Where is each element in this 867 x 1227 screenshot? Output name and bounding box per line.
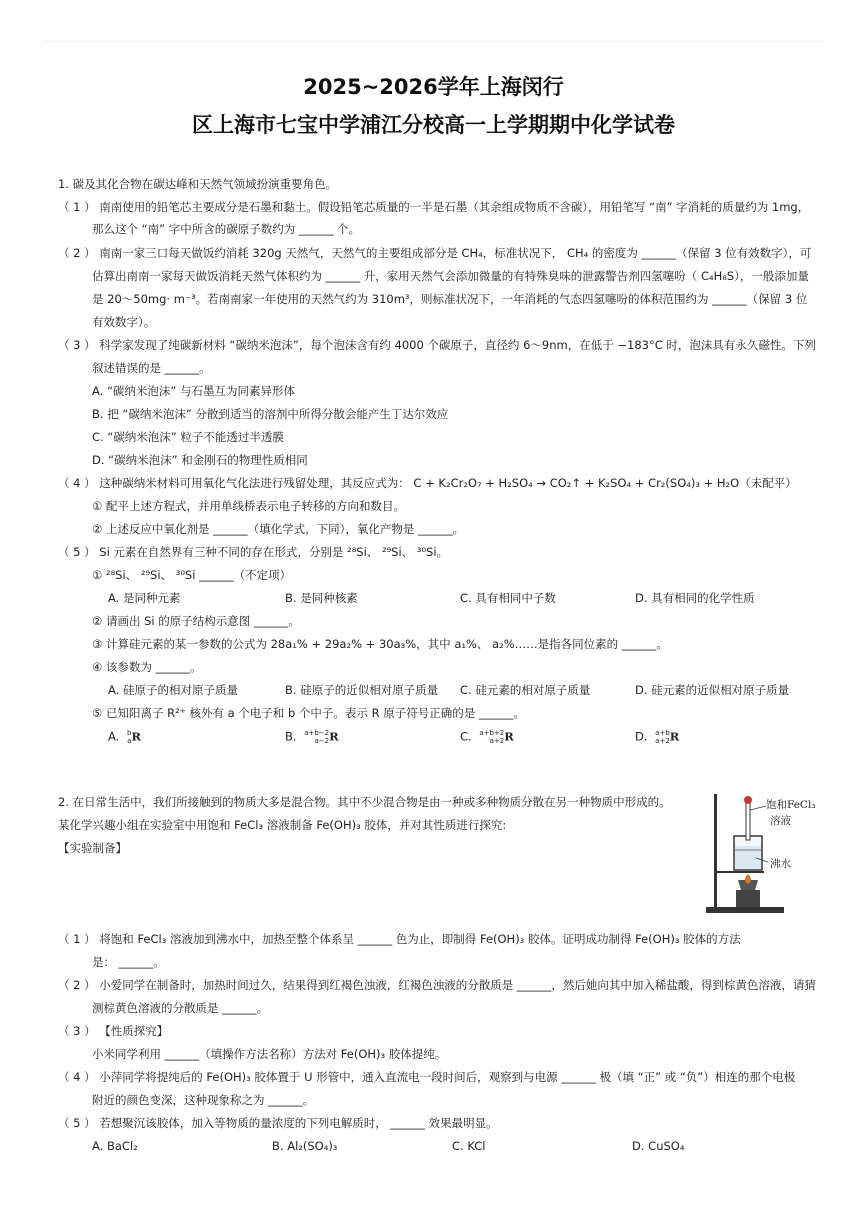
option-letter: C. — [460, 729, 472, 744]
q1-part5-item3: ③ 计算硅元素的某一参数的公式为 28a₁% + 29a₂% + 30a₃%，其中 a₁%、 a₂%……是指各同位素的 ______。 — [92, 637, 668, 651]
q1-part2-line2: 估算出南南一家每天做饭消耗天然气体积约为 ______ 升，家用天然气会添加微量的有特殊臭味的泄露警告剂四氢噻吩（ C₄H₈S），一般添加量 — [92, 269, 809, 283]
nuclide-option-a — [108, 729, 141, 745]
lamp-body — [736, 890, 760, 907]
q1-part3-option-d: D. “碳纳米泡沫” 和金刚石的物理性质相同 — [92, 453, 308, 467]
atomic-number: a−2 — [314, 737, 330, 745]
stand-rod — [714, 794, 717, 908]
q2-part5-option-d: D. CuSO₄ — [632, 1139, 685, 1153]
q1-part3-line2: 叙述错误的是 ______。 — [92, 361, 211, 375]
q1-part5-item4-option-c: C. 硅元素的相对原子质量 — [460, 683, 591, 697]
page-title-line-1: 2025~2026学年上海闵行 — [303, 75, 564, 99]
q1-part5-item1-option-a: A. 是同种元素 — [108, 591, 181, 605]
nuclide-option-c — [460, 729, 514, 745]
q1-part5-item5: ⑤ 已知阳离子 R²⁺ 核外有 a 个电子和 b 个中子。表示 R 原子符号正确的是 ______。 — [92, 706, 525, 720]
q1-part2-line3: 是 20～50mg· m⁻³。若南南家一年使用的天然气约为 310m³，则标准状况下，一年消耗的气态四氢噻吩的体积范围约为 ______（保留 3 位 — [92, 292, 808, 306]
page-title-line-2: 区上海市七宝中学浦江分校高一上学期期中化学试卷 — [192, 113, 675, 137]
q1-part5-item1-option-d: D. 具有相同的化学性质 — [635, 591, 755, 605]
q2-part5-option-c: C. KCl — [452, 1139, 486, 1153]
q1-part4-item1: ① 配平上述方程式，并用单线桥表示电子转移的方向和数目。 — [92, 499, 405, 513]
q2-section-experiment: 【实验制备】 — [58, 841, 127, 855]
q1-part5-item1-option-b: B. 是同种核素 — [285, 591, 358, 605]
q1-part4-equation: （ 4 ） 这种碳纳米材料可用氧化气化法进行残留处理，其反应式为： C + K₂Cr₂O₇ + H₂SO₄ → CO₂↑ + K₂SO₄ + Cr₂(SO₄)₃ + H₂O（未配平） — [58, 476, 797, 490]
reagent-label: 饱和FeCl₃ — [766, 799, 816, 811]
boiling-water — [735, 846, 761, 869]
stand-base — [706, 907, 784, 913]
q2-intro-line1: 2. 在日常生活中，我们所接触到的物质大多是混合物。其中不少混合物是由一种或多种物质分散在另一种物质中形成的。 — [58, 795, 671, 809]
q2-part2-line1: （ 2 ） 小爱同学在制备时，加热时间过久，结果得到红褐色浊液，红褐色浊液的分散质是 ______，然后她向其中加入稀盐酸，得到棕黄色溶液，请猜 — [58, 978, 816, 992]
q1-part5-item4: ④ 该参数为 ______。 — [92, 660, 202, 674]
q1-part5-item4-option-b: B. 硅原子的近似相对原子质量 — [285, 683, 439, 697]
atomic-number: a+2 — [489, 737, 505, 745]
colloid-apparatus-figure — [706, 788, 824, 916]
q2-part2-line2: 测棕黄色溶液的分散质是 ______。 — [92, 1001, 269, 1015]
q1-part5-item2: ② 请画出 Si 的原子结构示意图 ______。 — [92, 614, 300, 628]
q1-part5-intro: （ 5 ） Si 元素在自然界有三种不同的存在形式，分别是 ²⁸Si、 ²⁹Si、 ³⁰Si。 — [58, 545, 449, 559]
atomic-number: a — [127, 737, 132, 745]
q2-part3-heading: （ 3 ） 【性质探究】 — [58, 1024, 169, 1038]
dropper — [746, 802, 750, 840]
q2-part1-line1: （ 1 ） 将饱和 FeCl₃ 溶液加到沸水中，加热至整个体系呈 ______ 色为止，即制得 Fe(OH)₃ 胶体。证明成功制得 Fe(OH)₃ 胶体的方法 — [58, 932, 741, 946]
mass-number: a+b−2 — [304, 729, 330, 737]
atomic-number: a+2 — [655, 737, 670, 745]
q1-part5-item4-option-a: A. 硅原子的相对原子质量 — [108, 683, 238, 697]
element-symbol: R — [669, 729, 680, 744]
q1-part1-line1: （ 1 ） 南南使用的铅笔芯主要成分是石墨和黏土。假设铅笔芯质量的一半是石墨（其余组成物质不含碳），用铅笔写 “南” 字消耗的质量约为 1mg， — [58, 200, 810, 214]
q1-part3-option-b: B. 把 “碳纳米泡沫” 分散到适当的溶剂中所得分散会能产生丁达尔效应 — [92, 407, 449, 421]
element-symbol: R — [131, 729, 141, 744]
q1-part3-option-a: A. “碳纳米泡沫” 与石墨互为同素异形体 — [92, 384, 296, 398]
element-symbol: R — [329, 729, 339, 744]
q1-part2-line1: （ 2 ） 南南一家三口每天做饭约消耗 320g 天然气，天然气的主要组成部分是 CH₄，标准状况下， CH₄ 的密度为 ______（保留 3 位有效数字），可 — [58, 246, 812, 260]
dropper-bulb — [744, 796, 752, 804]
q1-part1-line2: 那么这个 “南” 字中所含的碳原子数约为 ______ 个。 — [92, 222, 361, 236]
q2-part5-option-a: A. BaCl₂ — [92, 1139, 138, 1153]
q1-part5-item1: ① ²⁸Si、 ²⁹Si、 ³⁰Si ______（不定项） — [92, 568, 292, 582]
q2-part4-line2: 附近的颜色变深，这种现象称之为 ______。 — [92, 1093, 315, 1107]
q2-intro-line2: 某化学兴趣小组在实验室中用饱和 FeCl₃ 溶液制备 Fe(OH)₃ 胶体，并对其性质进行探究: — [58, 818, 507, 832]
q1-part3-option-c: C. “碳纳米泡沫” 粒子不能透过半透膜 — [92, 430, 284, 444]
q1-part2-line4: 有效数字）。 — [92, 315, 156, 329]
mass-number: a+b — [655, 729, 670, 737]
water-label: 沸水 — [770, 858, 791, 870]
q1-part5-item1-option-c: C. 具有相同中子数 — [460, 591, 556, 605]
q2-part4-line1: （ 4 ） 小萍同学将提纯后的 Fe(OH)₃ 胶体置于 U 形管中，通入直流电一段时间后，观察到与电源 ______ 极（填 “正” 或 “负”）相连的那个电极 — [58, 1070, 796, 1084]
q2-part5-line: （ 5 ） 若想聚沉该胶体，加入等物质的量浓度的下列电解质时， ______ 效果最明显。 — [58, 1116, 498, 1130]
q2-part1-line2: 是： ______。 — [92, 955, 165, 969]
q2-part5-option-b: B. Al₂(SO₄)₃ — [272, 1139, 338, 1153]
mass-number: b — [126, 729, 132, 737]
q1-intro: 1. 碳及其化合物在碳达峰和天然气领域扮演重要角色。 — [58, 177, 338, 191]
element-symbol: R — [504, 729, 514, 744]
q1-part3-line1: （ 3 ） 科学家发现了纯碳新材料 “碳纳米泡沫”，每个泡沫含有约 4000 个碳原子，直径约 6～9nm，在低于 −183°C 时，泡沫具有永久磁性。下列 — [58, 338, 816, 352]
reagent-label-2: 溶液 — [770, 815, 791, 827]
option-letter: A. — [108, 729, 120, 744]
q1-part5-item4-option-d: D. 硅元素的近似相对原子质量 — [635, 683, 790, 697]
nuclide-option-d — [635, 729, 679, 745]
option-letter: D. — [635, 729, 648, 744]
q1-part4-item2: ② 上述反应中氧化剂是 ______（填化学式，下同），氧化产物是 ______。 — [92, 522, 465, 536]
q2-part3-line: 小米同学利用 ______（填操作方法名称）方法对 Fe(OH)₃ 胶体提纯。 — [92, 1047, 447, 1061]
label-pointer-reagent — [750, 806, 766, 810]
page-top-rule — [42, 41, 825, 42]
option-letter: B. — [285, 729, 297, 744]
mass-number: a+b+2 — [479, 729, 505, 737]
nuclide-option-b — [285, 729, 339, 745]
